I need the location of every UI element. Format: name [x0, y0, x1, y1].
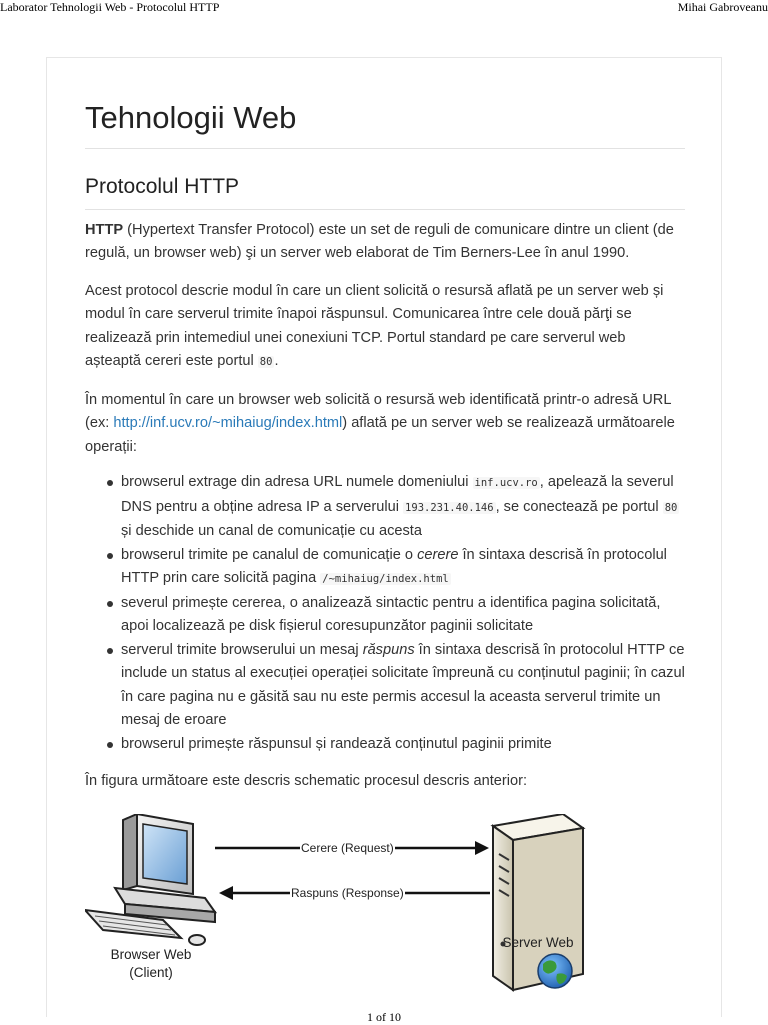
bullet-icon: [107, 553, 113, 559]
server-label: Server Web: [502, 935, 574, 950]
example-url-link[interactable]: http://inf.ucv.ro/~mihaiug/index.html: [113, 415, 343, 432]
inline-code: /~mihaiug/index.html: [322, 573, 449, 586]
request-label: Cerere (Request): [301, 841, 394, 855]
steps-list: [85, 471, 685, 756]
bullet-icon: [107, 601, 113, 607]
figure-intro: În figura următoare este descris schematic procesul descris anterior:: [85, 773, 528, 790]
url-text-before: În momentul în care un browser web solicită o resursă web identificată printr-o adresă URL (ex:: [85, 391, 671, 432]
step-item: [121, 733, 685, 757]
intro-text: (Hypertext Transfer Protocol) este un set de reguli de comunicare dintre un client (de regulă, un browser web) şi un server web elaborat de Tim Berners-Lee în anul 1990.: [85, 221, 674, 262]
inline-code: 80: [664, 501, 678, 514]
step-text: , apelează la severul DNS pentru a obține adresa IP a serverului: [121, 474, 674, 515]
section-title: Protocolul HTTP: [85, 173, 685, 209]
step-text: serverul trimite browserului un mesaj: [121, 641, 363, 658]
port-code: 80: [259, 356, 273, 369]
protocol-text: Acest protocol descrie modul în care un client solicită o resursă aflată pe un server web și modul în care serverul trimite înapoi răspunsul. Comunicarea între cele două părţi se realizează prin intemediul unei conexiuni TCP. Portul standard pe care serverul web așteaptă cereri este portul: [85, 282, 664, 370]
print-header-title: Laborator Tehnologii Web - Protocolul HTTP: [0, 0, 220, 14]
computer-icon: [85, 814, 215, 945]
protocol-end: .: [274, 353, 279, 370]
step-text: browserul trimite pe canalul de comunicație o: [121, 546, 418, 563]
emphasis-text: cerere: [417, 546, 459, 563]
url-text-after: ) aflată pe un server web se realizează următoarele operații:: [85, 415, 675, 455]
client-label-line1: Browser Web: [110, 947, 192, 962]
inline-code: inf.ucv.ro: [474, 477, 538, 490]
bullet-icon: [107, 480, 113, 486]
document-card: [46, 57, 722, 1017]
intro-paragraph: [85, 219, 685, 266]
client-label-line2: (Client): [129, 965, 173, 980]
protocol-paragraph: [85, 280, 685, 375]
client-label: [93, 946, 209, 982]
bullet-icon: [107, 742, 113, 748]
step-item: [121, 471, 685, 544]
step-item: [121, 639, 685, 733]
step-text: în sintaxa descrisă în protocolul HTTP prin care solicită pagina: [121, 546, 667, 587]
inline-code: 193.231.40.146: [405, 501, 494, 514]
page-title: Tehnologii Web: [85, 98, 685, 149]
bullet-icon: [107, 648, 113, 654]
url-paragraph: [85, 389, 685, 460]
step-text: , se conectează pe portul: [495, 498, 663, 515]
step-text: browserul extrage din adresa URL numele domeniului: [121, 474, 473, 491]
response-label: Raspuns (Response): [291, 886, 404, 900]
http-term: HTTP: [85, 221, 124, 238]
print-header: [0, 0, 768, 20]
step-text: browserul primește răspunsul și randează conținutul paginii primite: [121, 735, 552, 752]
print-header-author: Mihai Gabroveanu: [677, 0, 768, 14]
emphasis-text: răspuns: [362, 641, 415, 658]
step-text: severul primește cererea, o analizează sintactic pentru a identifica pagina solicitată, apoi localizează pe disk fișierul coresupunzător paginii solicitate: [121, 594, 661, 635]
http-diagram: [85, 814, 685, 994]
step-text: și deschide un canal de comunicație cu acesta: [121, 523, 422, 540]
step-text: în sintaxa descrisă în protocolul HTTP ce include un status al execuției operației solicitate împreună cu conținutul paginii; în cazul în care pagina nu e găsită sau nu este permis accesul la aceasta serverul trimite un mesaj de eroare: [121, 641, 685, 729]
document-content: [85, 98, 685, 980]
page-number: 1 of 10: [367, 1010, 401, 1024]
step-item: [121, 544, 685, 592]
globe-icon: [538, 954, 572, 988]
step-item: [121, 592, 685, 639]
